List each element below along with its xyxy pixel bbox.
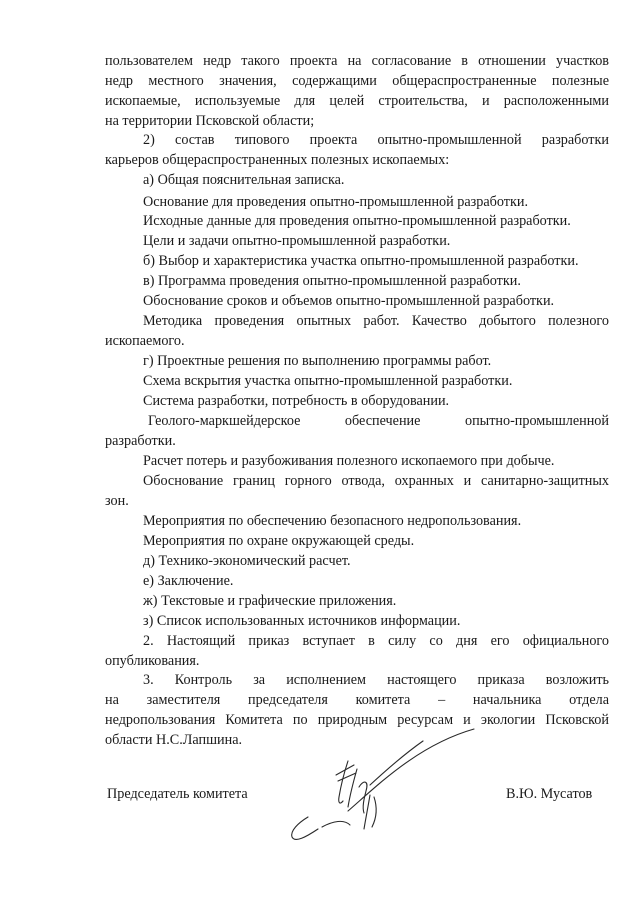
list-item: ископаемого. xyxy=(105,333,185,349)
list-item: Мероприятия по обеспечению безопасного недропользования. xyxy=(143,513,522,529)
paragraph-line: недропользования Комитета по природным ресурсам и экологии Псковской xyxy=(105,712,609,728)
paragraph-line: 2) состав типового проекта опытно-промышленной разработки xyxy=(143,132,609,148)
paragraph-line: 3. Контроль за исполнением настоящего приказа возложить xyxy=(143,672,609,688)
list-item: Схема вскрытия участка опытно-промышленной разработки. xyxy=(143,373,513,389)
list-item: в) Программа проведения опытно-промышленной разработки. xyxy=(143,273,521,289)
paragraph-line: на территории Псковской области; xyxy=(105,113,315,129)
list-item: ж) Текстовые и графические приложения. xyxy=(143,593,397,609)
list-item: з) Список использованных источников информации. xyxy=(143,613,461,629)
list-item: Основание для проведения опытно-промышленной разработки. xyxy=(143,194,529,210)
list-item: Мероприятия по охране окружающей среды. xyxy=(143,533,415,549)
signatory-name: В.Ю. Мусатов xyxy=(506,786,593,802)
paragraph-line: пользователем недр такого проекта на согласование в отношении участков xyxy=(105,53,609,69)
paragraph-line: опубликования. xyxy=(105,653,200,669)
list-item: Исходные данные для проведения опытно-промышленной разработки. xyxy=(143,213,571,229)
paragraph-line: на заместителя председателя комитета – начальника отдела xyxy=(105,692,609,708)
paragraph-line: недр местного значения, содержащими общераспространенные полезные xyxy=(105,73,609,89)
list-item: разработки. xyxy=(105,433,176,449)
list-item: Обоснование сроков и объемов опытно-промышленной разработки. xyxy=(143,293,555,309)
list-item: Расчет потерь и разубоживания полезного ископаемого при добыче. xyxy=(143,453,555,469)
paragraph-line: карьеров общераспространенных полезных ископаемых: xyxy=(105,152,450,168)
list-item: а) Общая пояснительная записка. xyxy=(143,172,345,188)
paragraph-line: ископаемые, используемые для целей строительства, и расположенными xyxy=(105,93,609,109)
list-item: б) Выбор и характеристика участка опытно-промышленной разработки. xyxy=(143,253,579,269)
signatory-role: Председатель комитета xyxy=(107,786,248,802)
list-item: д) Технико-экономический расчет. xyxy=(143,553,351,569)
paragraph-line: 2. Настоящий приказ вступает в силу со дня его официального xyxy=(143,633,609,649)
list-item: Система разработки, потребность в оборудовании. xyxy=(143,393,450,409)
handwritten-signature xyxy=(278,725,488,850)
list-item: г) Проектные решения по выполнению программы работ. xyxy=(143,353,492,369)
list-item: Методика проведения опытных работ. Качество добытого полезного xyxy=(143,313,609,329)
list-item: зон. xyxy=(105,493,129,509)
list-item: Цели и задачи опытно-промышленной разработки. xyxy=(143,233,451,249)
list-item: Обоснование границ горного отвода, охранных и санитарно-защитных xyxy=(143,473,609,489)
list-item: Геолого-маркшейдерское обеспечение опытно-промышленной xyxy=(148,413,609,429)
list-item: е) Заключение. xyxy=(143,573,234,589)
paragraph-line: области Н.С.Лапшина. xyxy=(105,732,243,748)
